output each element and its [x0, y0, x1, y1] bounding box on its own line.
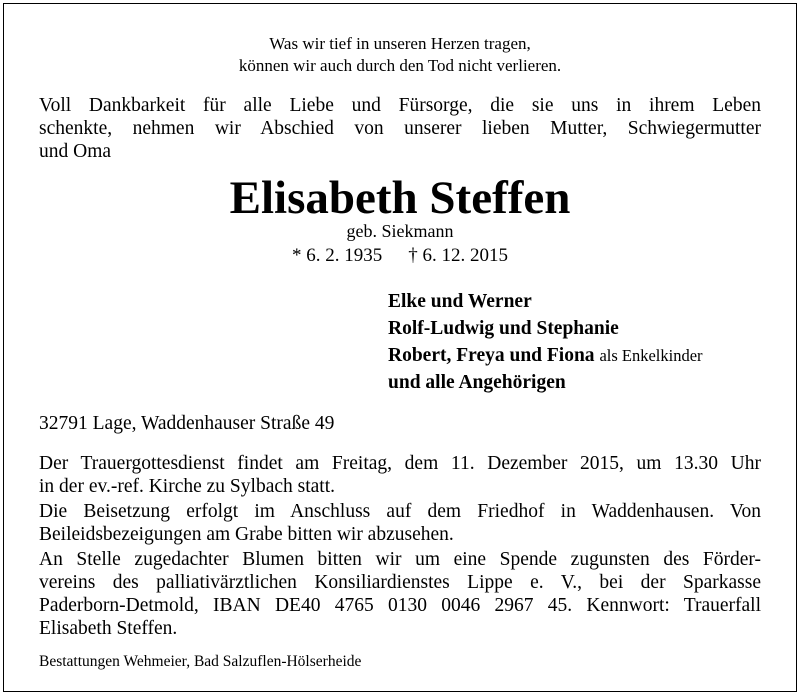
donation-line-2: vereins des palliativärztlichen Konsiliardienstes Lippe e. V., bei der Sparkasse: [39, 572, 761, 593]
service-line-1: Der Trauergottesdienst findet am Freitag, dem 11. Dezember 2015, um 13.30 Uhr: [39, 453, 761, 474]
mourner-line-4: und alle Angehörigen: [388, 372, 566, 393]
undertaker-credit: Bestattungen Wehmeier, Bad Salzuflen-Hölserheide: [39, 653, 362, 670]
mourner-line-2: Rolf-Ludwig und Stephanie: [388, 318, 619, 339]
service-line-2: in der ev.-ref. Kirche zu Sylbach statt.: [39, 476, 335, 497]
mourner-line-3: [388, 342, 703, 369]
intro-line-2: schenkte, nehmen wir Abschied von unserer lieben Mutter, Schwiegermutter: [39, 118, 761, 139]
grandchildren-note: als Enkelkinder: [599, 346, 703, 365]
donation-paragraph: [39, 548, 761, 640]
family-address: 32791 Lage, Waddenhauser Straße 49: [39, 413, 335, 434]
donation-line-4: Elisabeth Steffen.: [39, 618, 178, 639]
verse-line-2: können wir auch durch den Tod nicht verlieren.: [238, 56, 562, 75]
grandchildren-names: Robert, Freya und Fiona: [388, 345, 595, 366]
burial-line-2: Beileidsbezeigungen am Grabe bitten wir abzusehen.: [39, 524, 454, 545]
mourners-list: [388, 288, 703, 396]
deceased-name: Elisabeth Steffen: [229, 172, 571, 224]
birth-date: * 6. 2. 1935: [292, 245, 383, 266]
life-dates: [0, 244, 800, 268]
burial-line-1: Die Beisetzung erfolgt im Anschluss auf dem Friedhof in Waddenhausen. Von: [39, 501, 761, 522]
service-paragraph: [39, 452, 761, 498]
intro-paragraph: [39, 94, 761, 163]
intro-line-1: Voll Dankbarkeit für alle Liebe und Fürsorge, die sie uns in ihrem Leben: [39, 95, 761, 116]
donation-line-1: An Stelle zugedachter Blumen bitten wir um eine Spende zugunsten des Förder-: [39, 549, 761, 570]
verse-line-1: Was wir tief in unseren Herzen tragen,: [269, 34, 531, 53]
death-date: † 6. 12. 2015: [408, 245, 508, 266]
burial-paragraph: [39, 500, 761, 546]
birth-name: geb. Siekmann: [346, 221, 454, 241]
donation-line-3: Paderborn-Detmold, IBAN DE40 4765 0130 0046 2967 45. Kennwort: Trauerfall: [39, 595, 761, 616]
intro-line-3: und Oma: [39, 141, 112, 162]
mourner-line-1: Elke und Werner: [388, 291, 532, 312]
